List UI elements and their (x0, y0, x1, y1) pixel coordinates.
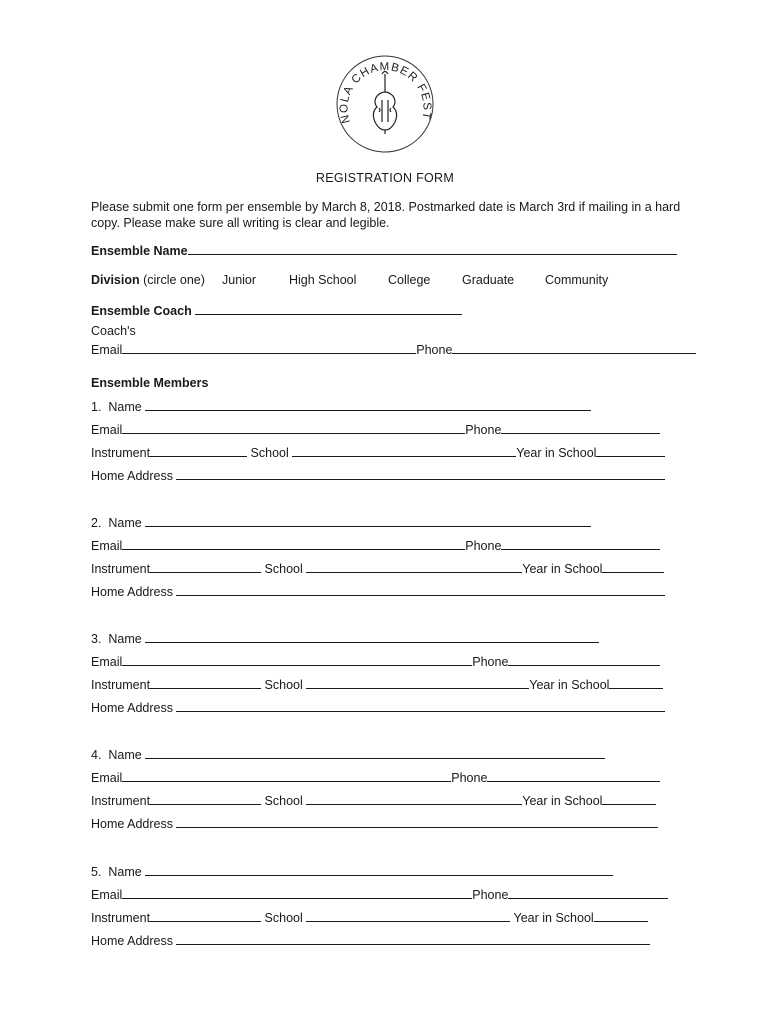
member-email-label: Email (91, 539, 123, 553)
member-1-email-row (91, 421, 660, 438)
member-number: 5. (91, 865, 102, 879)
member-4-instrument-field[interactable] (150, 792, 261, 805)
form-title: REGISTRATION FORM (315, 171, 455, 185)
member-4-phone-field[interactable] (487, 769, 660, 782)
member-2-instrument-row (91, 560, 664, 577)
member-5-year-field[interactable] (594, 909, 648, 922)
member-address-label: Home Address (91, 701, 173, 715)
logo-text: NOLA CHAMBER FEST (338, 61, 433, 125)
coach-email-label: Email (91, 343, 123, 357)
member-2-address-field[interactable] (176, 583, 665, 596)
division-option-junior[interactable]: Junior (222, 273, 257, 287)
member-5-name-row (91, 863, 613, 880)
member-school-label: School (264, 678, 303, 692)
member-number: 2. (91, 516, 102, 530)
member-year-label: Year in School (522, 562, 603, 576)
member-5-school-field[interactable] (306, 909, 510, 922)
nola-chamber-fest-logo (333, 52, 437, 156)
member-5-address-row (91, 932, 650, 949)
division-label: Division (91, 273, 140, 287)
coach-email-field[interactable] (122, 341, 416, 354)
member-instrument-label: Instrument (91, 446, 151, 460)
division-option-college[interactable]: College (388, 273, 431, 287)
member-4-year-field[interactable] (602, 792, 656, 805)
member-name-label: Name (108, 516, 142, 530)
member-3-address-field[interactable] (176, 699, 665, 712)
member-1-name-field[interactable] (145, 398, 591, 411)
member-address-label: Home Address (91, 469, 173, 483)
member-3-year-field[interactable] (609, 676, 663, 689)
violin-icon (373, 72, 396, 135)
member-3-instrument-row (91, 676, 663, 693)
member-5-email-row (91, 886, 668, 903)
division-option-graduate[interactable]: Graduate (462, 273, 515, 287)
member-1-year-field[interactable] (596, 444, 665, 457)
division-hint: (circle one) (139, 273, 205, 287)
member-school-label: School (264, 911, 303, 925)
ensemble-name-row (91, 242, 677, 259)
svg-text:NOLA CHAMBER FEST (339, 61, 433, 124)
member-2-phone-field[interactable] (501, 537, 660, 550)
member-year-label: Year in School (516, 446, 597, 460)
member-1-name-row (91, 398, 591, 415)
member-3-name-field[interactable] (145, 630, 599, 643)
member-address-label: Home Address (91, 585, 173, 599)
member-school-label: School (250, 446, 289, 460)
member-instrument-label: Instrument (91, 911, 151, 925)
ensemble-name-label: Ensemble Name (91, 244, 188, 258)
member-5-instrument-row (91, 909, 648, 926)
coach-phone-label: Phone (416, 343, 453, 357)
member-2-email-row (91, 537, 660, 554)
coach-email-row (91, 341, 696, 358)
member-3-email-field[interactable] (122, 653, 472, 666)
member-2-name-row (91, 514, 591, 531)
member-name-label: Name (108, 400, 142, 414)
member-3-email-row (91, 653, 660, 670)
member-address-label: Home Address (91, 817, 173, 831)
member-phone-label: Phone (451, 771, 488, 785)
coach-email-label-line1: Coach's (91, 324, 136, 338)
member-3-address-row (91, 699, 665, 716)
division-option-community[interactable]: Community (545, 273, 609, 287)
member-address-label: Home Address (91, 934, 173, 948)
member-1-phone-field[interactable] (501, 421, 660, 434)
member-number: 3. (91, 632, 102, 646)
coach-label: Ensemble Coach (91, 304, 192, 318)
member-year-label: Year in School (529, 678, 610, 692)
member-2-instrument-field[interactable] (150, 560, 261, 573)
member-4-school-field[interactable] (306, 792, 522, 805)
member-3-school-field[interactable] (306, 676, 529, 689)
member-name-label: Name (108, 865, 142, 879)
member-1-school-field[interactable] (292, 444, 516, 457)
member-school-label: School (264, 562, 303, 576)
member-5-phone-field[interactable] (508, 886, 668, 899)
member-email-label: Email (91, 888, 123, 902)
member-number: 1. (91, 400, 102, 414)
member-1-address-row (91, 467, 665, 484)
member-4-address-row (91, 815, 658, 832)
member-5-name-field[interactable] (145, 863, 613, 876)
member-instrument-label: Instrument (91, 562, 151, 576)
member-4-name-row (91, 746, 605, 763)
member-4-address-field[interactable] (176, 815, 658, 828)
member-5-address-field[interactable] (176, 932, 650, 945)
member-1-instrument-field[interactable] (150, 444, 247, 457)
intro-text: Please submit one form per ensemble by March 8, 2018. Postmarked date is March 3rd if mailing in a hard copy. Please make sure all writing is clear and legible. (91, 200, 681, 230)
member-2-address-row (91, 583, 665, 600)
member-1-email-field[interactable] (122, 421, 465, 434)
member-4-email-row (91, 769, 660, 786)
division-row (91, 272, 609, 288)
member-year-label: Year in School (513, 911, 594, 925)
member-phone-label: Phone (465, 539, 502, 553)
member-2-email-field[interactable] (122, 537, 465, 550)
member-4-name-field[interactable] (145, 746, 605, 759)
member-2-year-field[interactable] (602, 560, 664, 573)
member-email-label: Email (91, 655, 123, 669)
member-3-instrument-field[interactable] (150, 676, 261, 689)
coach-phone-field[interactable] (452, 341, 586, 354)
members-heading: Ensemble Members (91, 376, 209, 390)
member-1-address-field[interactable] (176, 467, 665, 480)
member-school-label: School (264, 794, 303, 808)
member-2-name-field[interactable] (145, 514, 591, 527)
member-phone-label: Phone (472, 655, 509, 669)
division-option-high-school[interactable]: High School (289, 273, 357, 287)
member-instrument-label: Instrument (91, 678, 151, 692)
member-year-label: Year in School (522, 794, 603, 808)
member-name-label: Name (108, 748, 142, 762)
member-5-instrument-field[interactable] (150, 909, 261, 922)
coach-name-field[interactable] (195, 302, 462, 315)
member-phone-label: Phone (465, 423, 502, 437)
coach-phone-field-ext[interactable] (586, 341, 696, 354)
member-email-label: Email (91, 771, 123, 785)
coach-row (91, 302, 462, 319)
member-5-email-field[interactable] (122, 886, 472, 899)
member-number: 4. (91, 748, 102, 762)
member-3-name-row (91, 630, 599, 647)
member-3-phone-field[interactable] (508, 653, 660, 666)
member-4-email-field[interactable] (122, 769, 451, 782)
member-phone-label: Phone (472, 888, 509, 902)
member-2-school-field[interactable] (306, 560, 522, 573)
member-1-instrument-row (91, 444, 665, 461)
member-instrument-label: Instrument (91, 794, 151, 808)
member-email-label: Email (91, 423, 123, 437)
member-4-instrument-row (91, 792, 656, 809)
member-name-label: Name (108, 632, 142, 646)
ensemble-name-field[interactable] (188, 242, 677, 255)
